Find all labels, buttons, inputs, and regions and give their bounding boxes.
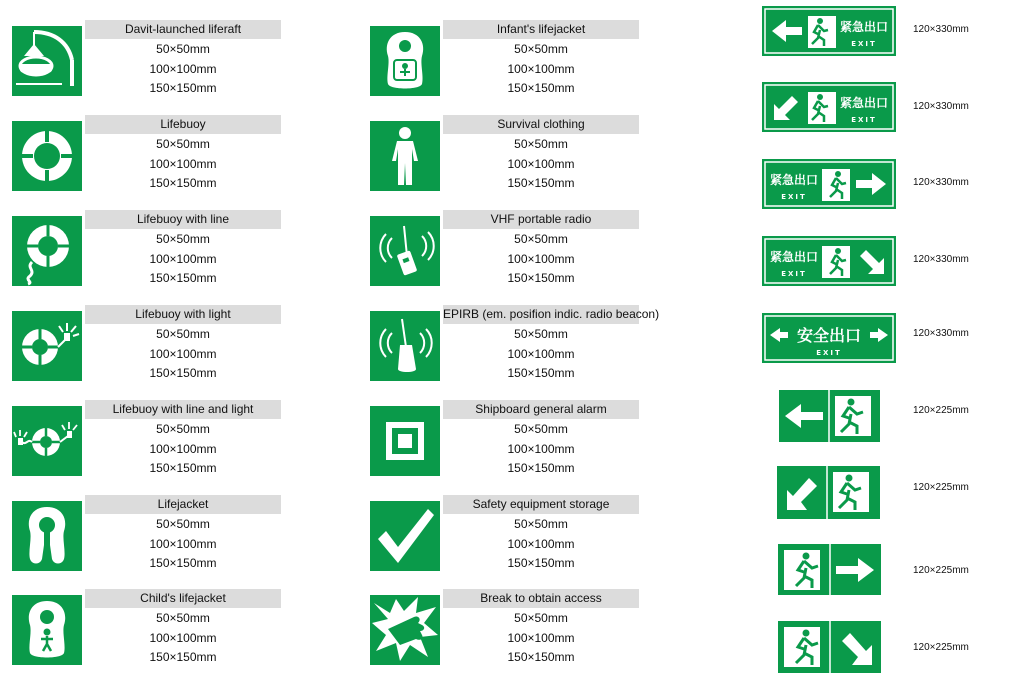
sign-entry-shipboard-general-alarm [370,400,670,480]
sign-size: 100×100mm [149,252,217,266]
exit-sign-dimension: 120×330mm [913,254,969,265]
running-man-icon [822,169,850,201]
sign-title: Lifebuoy with light [85,305,281,324]
sign-entry-epirb [370,305,670,385]
running-man-icon [808,16,836,48]
sign-size: 150×150mm [149,556,217,570]
sign-title: Break to obtain access [443,589,639,608]
lifebuoy-with-light-icon [12,311,82,381]
sign-size: 100×100mm [149,347,217,361]
sign-size: 50×50mm [156,327,210,341]
sign-entry-lifebuoy [12,115,312,195]
sign-title: Lifebuoy with line and light [85,400,281,419]
sign-title: Lifebuoy with line [85,210,281,229]
sign-entry-break-to-obtain-access [370,589,670,669]
sign-size: 100×100mm [507,347,575,361]
sign-entry-davit-liferaft [12,20,312,100]
sign-size: 50×50mm [156,232,210,246]
lifebuoy-with-line-and-light-icon [12,406,82,476]
sign-size: 150×150mm [149,176,217,190]
general-alarm-icon [370,406,440,476]
exit-sign-en-text: EXIT [851,40,877,48]
exit-sign-cn-text: 紧急出口 [769,173,819,187]
sign-size: 150×150mm [149,366,217,380]
exit-sign-right-arrow [762,159,896,209]
exit-sign-en-text: EXIT [851,116,877,124]
sign-entry-vhf-portable-radio [370,210,670,290]
running-man-door-icon [833,472,869,512]
sign-size: 50×50mm [156,422,210,436]
sign-size: 50×50mm [156,137,210,151]
sign-entry-infants-lifejacket [370,20,670,100]
lifebuoy-icon [12,121,82,191]
vhf-portable-radio-icon [370,216,440,286]
sign-size: 50×50mm [514,42,568,56]
sign-size: 150×150mm [507,556,575,570]
sign-size: 50×50mm [514,611,568,625]
sign-size: 150×150mm [507,81,575,95]
infants-lifejacket-icon [370,26,440,96]
sign-title: EPIRB (em. posifion indic. radio beacon) [443,305,639,324]
sign-size: 100×100mm [507,442,575,456]
sign-title: Davit-launched liferaft [85,20,281,39]
sign-title: Shipboard general alarm [443,400,639,419]
sign-entry-survival-clothing [370,115,670,195]
exit-sign-en-text: EXIT [816,349,842,357]
sign-title: VHF portable radio [443,210,639,229]
childs-lifejacket-icon [12,595,82,665]
exit-sign-cn-text: 紧急出口 [769,250,819,264]
sign-entry-lifejacket [12,495,312,575]
running-man-icon [808,92,836,124]
sign-size: 100×100mm [507,62,575,76]
sign-size: 50×50mm [514,137,568,151]
running-man-icon [822,246,850,278]
running-man-door-icon [784,627,820,667]
sign-size: 150×150mm [507,176,575,190]
lifebuoy-with-line-icon [12,216,82,286]
running-man-door-icon [784,550,820,590]
sign-title: Infant's lifejacket [443,20,639,39]
exit-sign-both-arrows [762,313,896,363]
sign-size: 100×100mm [149,62,217,76]
lifejacket-icon [12,501,82,571]
exit-sign-cn-text: 安全出口 [796,326,862,345]
exit-sign-dimension: 120×225mm [913,565,969,576]
sign-size: 150×150mm [507,366,575,380]
sign-size: 100×100mm [507,252,575,266]
sign-size: 50×50mm [514,327,568,341]
sign-size: 100×100mm [507,157,575,171]
sign-entry-lifebuoy-with-light [12,305,312,385]
exit-sign-dimension: 120×330mm [913,101,969,112]
exit-pictogram-down-right-arrow [778,621,881,673]
sign-title: Lifejacket [85,495,281,514]
sign-entry-lifebuoy-with-line-and-light [12,400,312,480]
exit-sign-dimension: 120×225mm [913,642,969,653]
sign-size: 150×150mm [507,271,575,285]
exit-sign-en-text: EXIT [781,270,807,278]
exit-sign-en-text: EXIT [781,193,807,201]
sign-size: 150×150mm [149,81,217,95]
sign-size: 50×50mm [514,232,568,246]
sign-entry-lifebuoy-with-line [12,210,312,290]
exit-sign-dimension: 120×330mm [913,328,969,339]
sign-size: 150×150mm [149,461,217,475]
sign-size: 100×100mm [149,631,217,645]
exit-sign-dimension: 120×225mm [913,482,969,493]
exit-sign-down-left-arrow [762,82,896,132]
exit-sign-dimension: 120×330mm [913,177,969,188]
exit-pictogram-right-arrow [778,544,881,595]
running-man-door-icon [835,396,871,436]
sign-size: 50×50mm [156,517,210,531]
sign-size: 50×50mm [514,422,568,436]
break-glass-icon [370,595,440,665]
sign-size: 50×50mm [514,517,568,531]
sign-size: 150×150mm [149,650,217,664]
sign-size: 50×50mm [156,611,210,625]
exit-pictogram-left-arrow [779,390,880,442]
exit-sign-cn-text: 紧急出口 [839,20,889,34]
sign-size: 100×100mm [149,442,217,456]
sign-title: Survival clothing [443,115,639,134]
exit-sign-dimension: 120×225mm [913,405,969,416]
sign-size: 100×100mm [149,537,217,551]
sign-title: Safety equipment storage [443,495,639,514]
sign-size: 150×150mm [149,271,217,285]
sign-size: 100×100mm [507,537,575,551]
sign-title: Lifebuoy [85,115,281,134]
sign-entry-childs-lifejacket [12,589,312,669]
epirb-icon [370,311,440,381]
sign-size: 150×150mm [507,461,575,475]
checkmark-icon [370,501,440,571]
sign-size: 100×100mm [149,157,217,171]
exit-sign-cn-text: 紧急出口 [839,96,889,110]
exit-pictogram-down-left-arrow [777,466,880,519]
exit-sign-dimension: 120×330mm [913,24,969,35]
exit-sign-down-right-arrow [762,236,896,286]
sign-size: 50×50mm [156,42,210,56]
sign-size: 150×150mm [507,650,575,664]
sign-size: 100×100mm [507,631,575,645]
sign-entry-safety-equipment-storage [370,495,670,575]
survival-clothing-icon [370,121,440,191]
sign-title: Child's lifejacket [85,589,281,608]
exit-sign-left-arrow [762,6,896,56]
davit-liferaft-icon [12,26,82,96]
